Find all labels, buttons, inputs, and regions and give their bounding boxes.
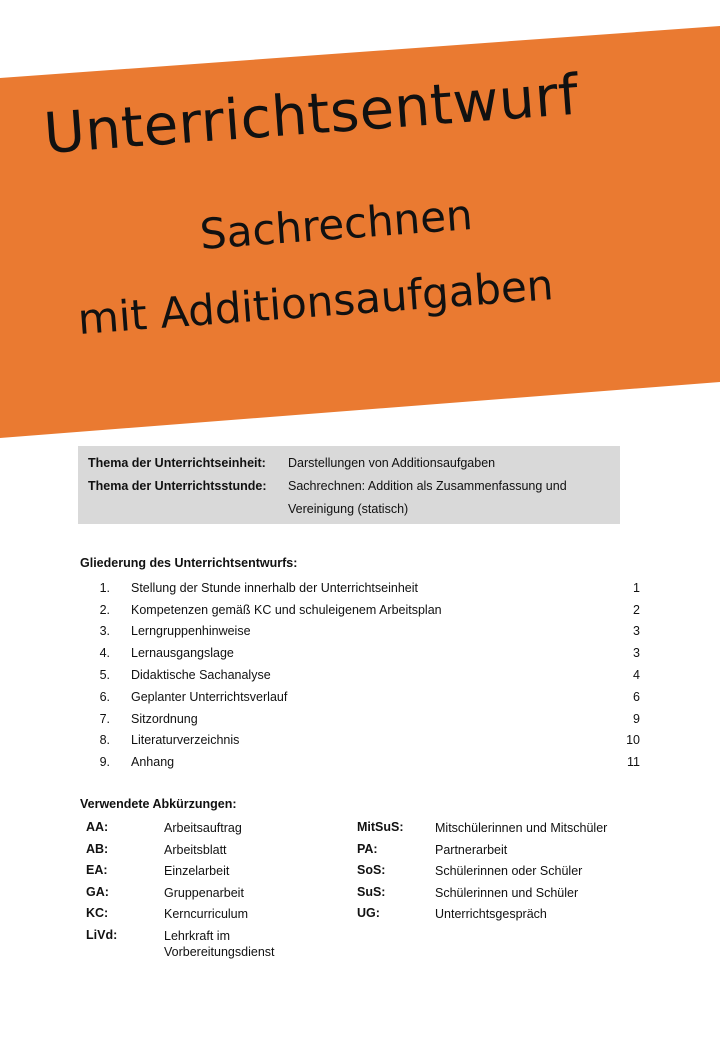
toc-item-page: 9 [633,711,640,726]
abbreviation-key: SoS: [357,863,386,878]
toc-item-page: 6 [633,689,640,704]
abbreviation-value [435,842,647,864]
abbreviation-row [86,863,356,885]
toc-item-number: 9. [99,755,110,770]
theme-lesson-key: Thema der Unterrichtsstunde: [88,479,267,493]
theme-unit-row [88,452,610,475]
abbreviation-value-text: Schülerinnen oder Schüler [435,864,583,879]
theme-lesson-value-cont: Vereinigung (statisch) [288,502,409,516]
abbreviation-value [435,906,647,928]
abbreviation-row [86,906,356,928]
theme-box [78,446,620,524]
theme-lesson-value: Sachrechnen: Addition als Zusammenfassung und [288,479,567,493]
abbreviation-key: EA: [86,863,108,878]
abbreviation-value [164,906,356,928]
abbreviation-value-text: Arbeitsauftrag [164,821,242,835]
abbreviation-key: AB: [86,841,109,856]
abbreviation-row [357,906,647,928]
abbreviation-value-text: Einzelarbeit [164,864,230,879]
toc-item [80,664,640,686]
abbreviation-key: KC: [86,906,109,921]
toc-item-label: Didaktische Sachanalyse [131,668,271,683]
toc-item-label: Anhang [131,755,175,770]
abbreviation-value [435,885,647,907]
abbreviation-value-text: Lehrkraft im [164,928,230,943]
toc-item-label: Lerngruppenhinweise [131,624,251,639]
abbreviation-key: LiVd: [86,927,118,942]
toc-item [80,599,640,621]
toc-item-label: Literaturverzeichnis [131,733,240,748]
toc-item-label: Kompetenzen gemäß KC und schuleigenem Arbeitsplan [131,602,442,617]
abbreviation-value-text: Mitschülerinnen und Mitschüler [435,821,608,835]
toc-item-number: 8. [99,733,110,748]
toc-item [80,642,640,664]
toc-item-page: 11 [627,755,640,770]
abbreviation-row [86,820,356,842]
toc-item [80,577,640,599]
abbreviation-row [357,820,647,842]
abbreviation-row [357,842,647,864]
toc-item [80,621,640,643]
abbreviation-row [357,863,647,885]
abbreviation-key: AA: [86,820,109,834]
toc-item-page: 3 [633,646,640,661]
theme-spacer [88,498,288,521]
abbreviation-value-text: Schülerinnen und Schüler [435,885,579,900]
abbreviation-key: PA: [357,841,378,856]
abbreviation-value [164,842,356,864]
theme-lesson-row [88,475,610,498]
abbreviation-row [86,842,356,864]
toc-item-page: 4 [633,668,640,683]
theme-lesson-row-cont [88,498,610,521]
toc-list [80,577,640,773]
toc-item [80,686,640,708]
toc-item-label: Lernausgangslage [131,646,234,661]
toc-item-page: 1 [633,580,640,595]
abbreviation-value-text: Unterrichtsgespräch [435,907,547,922]
toc-item-number: 3. [99,624,110,639]
toc-item-number: 5. [99,668,110,683]
toc-item-number: 4. [99,646,110,661]
abbreviations-left-column [86,820,356,960]
abbreviation-key: UG: [357,906,380,921]
toc-item-label: Sitzordnung [131,711,198,726]
abbreviation-row [86,928,356,960]
abbreviations-heading: Verwendete Abkürzungen: [80,797,237,811]
toc-item-label: Stellung der Stunde innerhalb der Unterrichtseinheit [131,580,418,595]
toc-item-number: 7. [99,711,110,726]
toc-heading: Gliederung des Unterrichtsentwurfs: [80,556,298,570]
abbreviation-row [86,885,356,907]
abbreviation-row [357,885,647,907]
abbreviation-value-text-cont: Vorbereitungsdienst [164,944,275,959]
abbreviation-value-text: Gruppenarbeit [164,885,244,900]
abbreviation-value-text: Partnerarbeit [435,842,508,857]
abbreviation-value [164,820,356,842]
toc-item-label: Geplanter Unterrichtsverlauf [131,689,288,704]
abbreviation-value [164,885,356,907]
abbreviation-key: GA: [86,884,109,899]
toc-item [80,708,640,730]
abbreviation-value [164,928,356,960]
abbreviation-value [435,820,647,842]
theme-unit-value: Darstellungen von Additionsaufgaben [288,456,496,470]
abbreviation-value [435,863,647,885]
abbreviation-value-text: Kerncurriculum [164,907,249,922]
title-line-3: mit Additionsaufgaben [76,260,555,344]
toc-item-number: 1. [99,580,110,595]
abbreviation-key: MitSuS: [357,820,404,834]
theme-unit-key: Thema der Unterrichtseinheit: [88,456,266,470]
toc-item-page: 3 [633,624,640,639]
title-line-1: Unterrichtsentwurf [41,62,581,167]
abbreviations-right-column [357,820,647,928]
toc-item-number: 2. [99,602,110,617]
abbreviation-key: SuS: [357,884,386,899]
title-line-2: Sachrechnen [198,190,475,259]
toc-item-page: 2 [633,602,640,617]
abbreviation-value [164,863,356,885]
toc-item [80,730,640,752]
abbreviation-value-text: Arbeitsblatt [164,842,227,857]
toc-item-number: 6. [99,689,110,704]
toc-item [80,751,640,773]
toc-item-page: 10 [626,733,640,748]
